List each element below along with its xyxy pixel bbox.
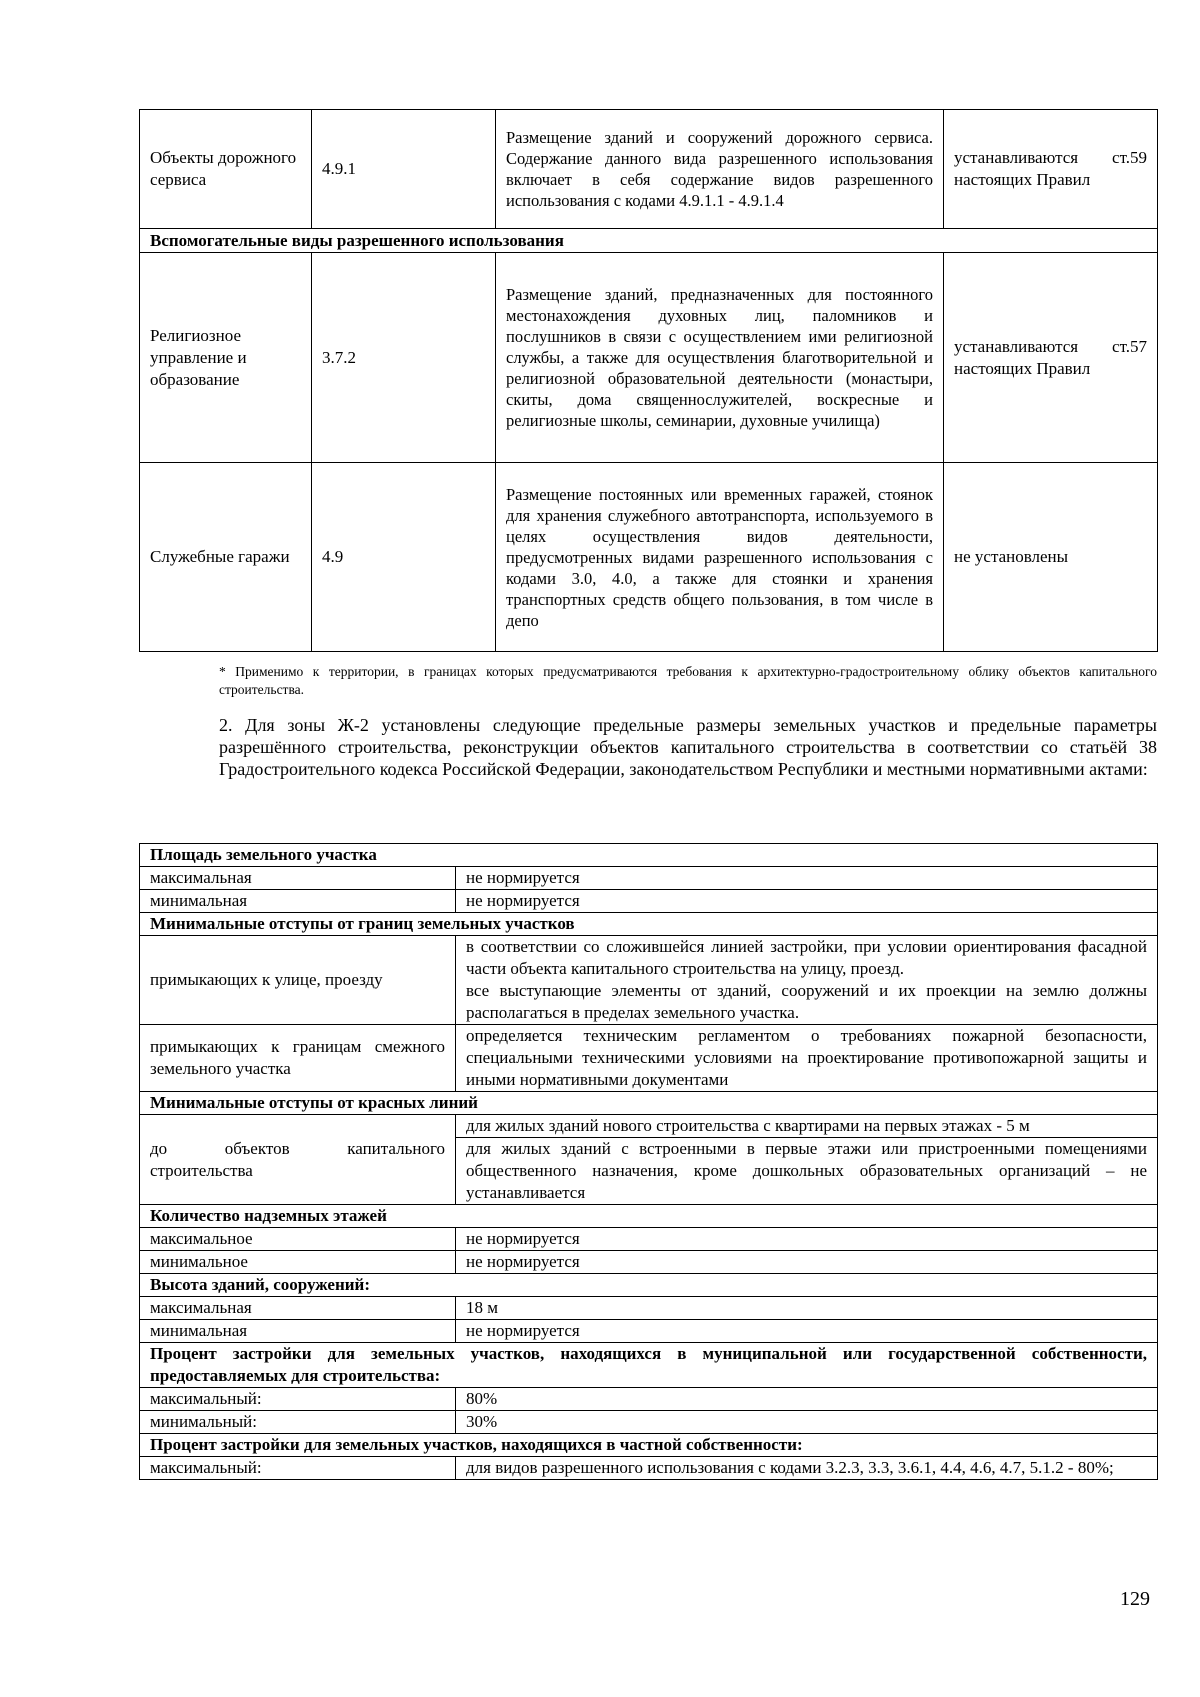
height-header: Высота зданий, сооружений: [140, 1274, 1158, 1297]
red-lines-header: Минимальные отступы от красных линий [140, 1092, 1158, 1115]
use-regulation-cell: устанавливаются ст.59 настоящих Правил [944, 110, 1158, 229]
table-row [140, 1251, 1158, 1274]
param-value: 30% [456, 1411, 1158, 1434]
param-value: не нормируется [456, 1228, 1158, 1251]
table-row [140, 890, 1158, 913]
footnote [139, 663, 1157, 699]
use-description-cell: Размещение постоянных или временных гаражей, стоянок для хранения служебного автотранспорта, используемого в целях осуществления видов деятельности, предусмотренных видами разрешенного использования с кодами 3.0, 4.0, а также для стоянки и хранения транспортных средств общего пользования, в том числе в депо [496, 463, 944, 652]
param-value: 18 м [456, 1297, 1158, 1320]
table-row [140, 936, 1158, 1025]
use-code-cell: 3.7.2 [312, 253, 496, 463]
parameters-table [139, 843, 1158, 1480]
use-regulation-cell: не установлены [944, 463, 1158, 652]
body-paragraph [139, 714, 1157, 780]
table-row [140, 1297, 1158, 1320]
table-row [140, 1025, 1158, 1092]
floors-header: Количество надземных этажей [140, 1205, 1158, 1228]
param-value: для видов разрешенного использования с кодами 3.2.3, 3.3, 3.6.1, 4.4, 4.6, 4.7, 5.1.2 - 80%; [456, 1457, 1158, 1480]
use-regulation-cell: устанавливаются ст.57 настоящих Правил [944, 253, 1158, 463]
section-header-row [140, 1092, 1158, 1115]
param-value: не нормируется [456, 1251, 1158, 1274]
section-header-row [140, 844, 1158, 867]
use-code-cell: 4.9.1 [312, 110, 496, 229]
param-value: не нормируется [456, 1320, 1158, 1343]
coverage-public-header: Процент застройки для земельных участков, находящихся в муниципальной или государственной собственности, предоставляемых для строительства: [140, 1343, 1158, 1388]
table-row [140, 253, 1158, 463]
section-header-row [140, 1274, 1158, 1297]
table-row [140, 1411, 1158, 1434]
param-value [456, 936, 1158, 1025]
footnote-text: * Применимо к территории, в границах которых предусматриваются требования к архитектурно-градостроительному облику объектов капитального строительства. [219, 664, 1157, 697]
param-label: примыкающих к улице, проезду [140, 936, 456, 1025]
table-row [140, 463, 1158, 652]
plot-area-header: Площадь земельного участка [140, 844, 1158, 867]
setbacks-header: Минимальные отступы от границ земельных участков [140, 913, 1158, 936]
table-row [140, 1228, 1158, 1251]
param-label: минимальная [140, 1320, 456, 1343]
param-label: минимальное [140, 1251, 456, 1274]
param-value: не нормируется [456, 867, 1158, 890]
param-label: максимальный: [140, 1457, 456, 1480]
section-header-row [140, 229, 1158, 253]
param-label: примыкающих к границам смежного земельного участка [140, 1025, 456, 1092]
section-header-row [140, 1434, 1158, 1457]
param-label: до объектов капитального строительства [140, 1115, 456, 1205]
param-value: для жилых зданий с встроенными в первые этажи или пристроенными помещениями общественного назначения, кроме дошкольных образовательных организаций – не устанавливается [456, 1138, 1158, 1205]
section-header: Вспомогательные виды разрешенного использования [140, 229, 1158, 253]
page-number: 129 [1120, 1588, 1150, 1610]
section-header-row [140, 1205, 1158, 1228]
table-row [140, 110, 1158, 229]
use-description-cell: Размещение зданий и сооружений дорожного сервиса. Содержание данного вида разрешенного использования включает в себя содержание видов разрешенного использования с кодами 4.9.1.1 - 4.9.1.4 [496, 110, 944, 229]
use-name-cell: Служебные гаражи [140, 463, 312, 652]
param-value: определяется техническим регламентом о требованиях пожарной безопасности, специальными техническими условиями на проектирование противопожарной защиты и иными нормативными документами [456, 1025, 1158, 1092]
param-label: максимальная [140, 1297, 456, 1320]
use-description-cell: Размещение зданий, предназначенных для постоянного местонахождения духовных лиц, паломников и послушников в связи с осуществлением ими религиозной службы, а также для осуществления благотворительной и религиозной образовательной деятельности (монастыри, скиты, дома священнослужителей, воскресные и религиозные школы, семинарии, духовные училища) [496, 253, 944, 463]
param-value: не нормируется [456, 890, 1158, 913]
table-row [140, 1457, 1158, 1480]
param-label: максимальный: [140, 1388, 456, 1411]
coverage-private-header: Процент застройки для земельных участков, находящихся в частной собственности: [140, 1434, 1158, 1457]
use-name-cell: Объекты дорожного сервиса [140, 110, 312, 229]
param-value: 80% [456, 1388, 1158, 1411]
table-row [140, 1388, 1158, 1411]
param-value: для жилых зданий нового строительства с квартирами на первых этажах - 5 м [456, 1115, 1158, 1138]
param-label: минимальный: [140, 1411, 456, 1434]
table-row [140, 1115, 1158, 1138]
param-value-line: все выступающие элементы от зданий, сооружений и их проекции на землю должны располагаться в пределах земельного участка. [466, 981, 1147, 1022]
table-row [140, 867, 1158, 890]
table-row [140, 1320, 1158, 1343]
land-use-table [139, 109, 1158, 652]
paragraph-text: 2. Для зоны Ж-2 установлены следующие предельные размеры земельных участков и предельные параметры разрешённого строительства, реконструкции объектов капитального строительства в соответствии со статьёй 38 Градостроительного кодекса Российской Федерации, законодательством Республики и местными нормативными актами: [219, 715, 1157, 779]
use-code-cell: 4.9 [312, 463, 496, 652]
param-label: максимальная [140, 867, 456, 890]
section-header-row [140, 913, 1158, 936]
param-value-line: в соответствии со сложившейся линией застройки, при условии ориентирования фасадной части объекта капитального строительства на улицу, проезд. [466, 937, 1147, 978]
param-label: максимальное [140, 1228, 456, 1251]
section-header-row [140, 1343, 1158, 1388]
use-name-cell: Религиозное управление и образование [140, 253, 312, 463]
param-label: минимальная [140, 890, 456, 913]
